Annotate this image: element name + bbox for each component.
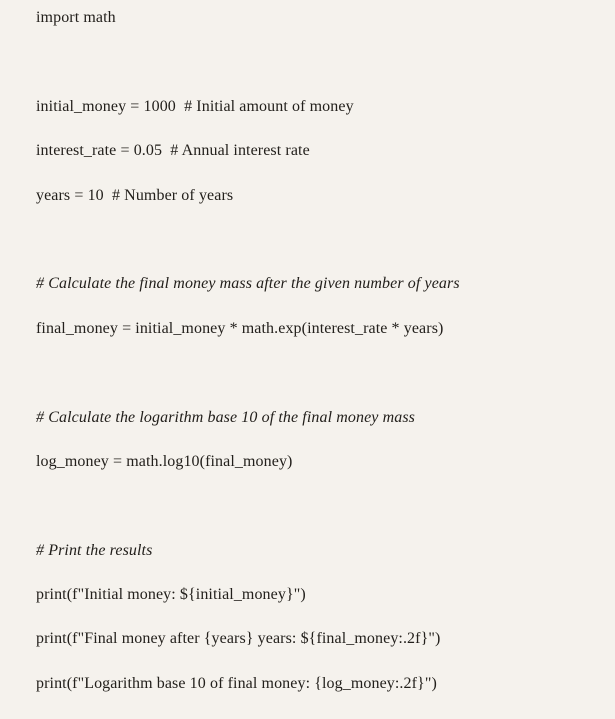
blank-line: [36, 351, 595, 395]
blank-line: [36, 218, 595, 262]
code-line: log_money = math.log10(final_money): [36, 452, 293, 470]
blank-line: [36, 484, 595, 528]
code-line: print(f"Logarithm base 10 of final money: {log_money:.2f}"): [36, 674, 437, 692]
code-line: final_money = initial_money * math.exp(interest_rate * years): [36, 319, 444, 337]
code-line: print(f"Initial money: ${initial_money}"): [36, 586, 306, 604]
code-line: interest_rate = 0.05 # Annual interest rate: [36, 142, 310, 160]
blank-line: [36, 40, 595, 84]
code-line: import math: [36, 9, 116, 26]
code-line: # Calculate the logarithm base 10 of the final money mass: [36, 408, 415, 426]
code-line: print(f"Final money after {years} years: ${final_money:.2f}"): [36, 630, 441, 648]
code-line: years = 10 # Number of years: [36, 186, 234, 204]
code-line: initial_money = 1000 # Initial amount of money: [36, 97, 354, 115]
code-line: # Calculate the final money mass after the given number of years: [36, 275, 460, 293]
code-line: # Print the results: [36, 541, 153, 559]
